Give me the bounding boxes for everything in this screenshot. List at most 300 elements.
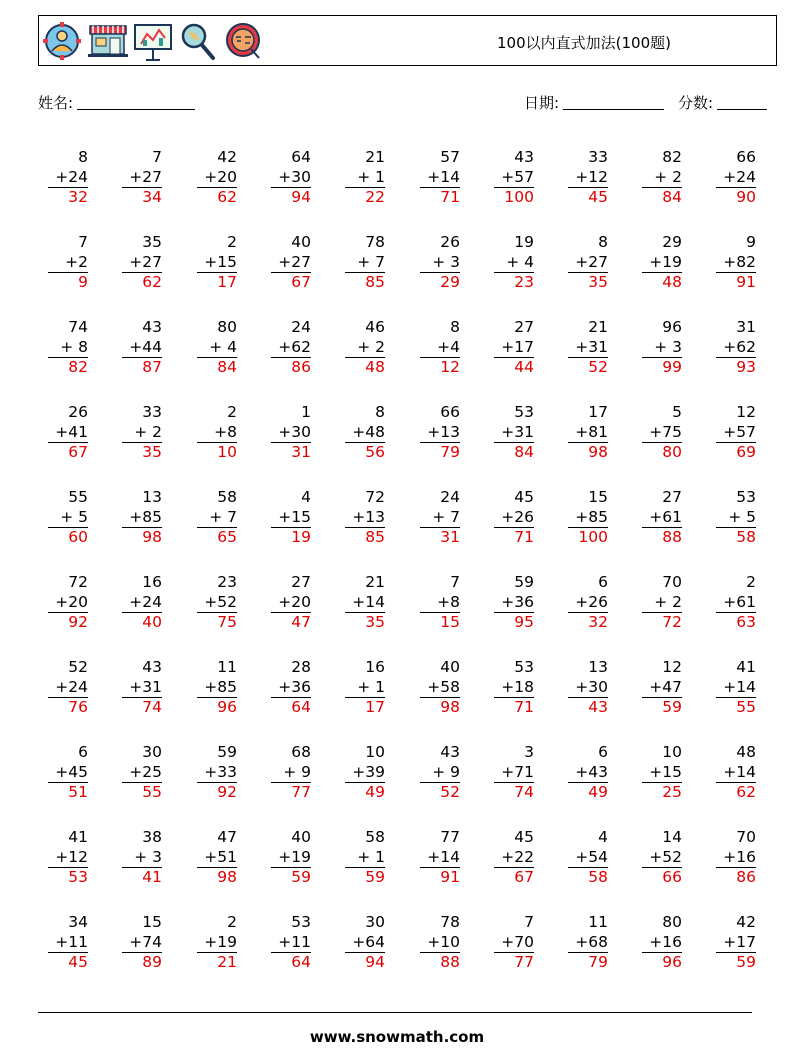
addend-top: 78 [365, 233, 385, 251]
addition-problem [271, 913, 311, 973]
addend-bottom: +12 [568, 168, 608, 189]
answer-sum: 64 [291, 953, 311, 971]
addend-bottom: + 2 [345, 338, 385, 359]
addend-bottom: +15 [642, 763, 682, 784]
addition-problem [345, 318, 385, 378]
addition-problem [271, 403, 311, 463]
addend-bottom: +14 [420, 168, 460, 189]
answer-sum: 92 [68, 613, 88, 631]
answer-sum: 35 [142, 443, 162, 461]
addition-problem [716, 573, 756, 633]
addend-top: 48 [736, 743, 756, 761]
addition-problem [568, 233, 608, 293]
addend-bottom: +19 [271, 848, 311, 869]
addend-top: 13 [142, 488, 162, 506]
addend-bottom: +85 [568, 508, 608, 529]
addend-top: 45 [514, 488, 534, 506]
addend-top: 43 [514, 148, 534, 166]
answer-sum: 35 [588, 273, 608, 291]
addition-problem [271, 318, 311, 378]
addition-problem [197, 148, 237, 208]
addition-problem [122, 658, 162, 718]
addend-top: 41 [68, 828, 88, 846]
addend-top: 74 [68, 318, 88, 336]
addend-bottom: + 1 [345, 678, 385, 699]
addition-problem [197, 743, 237, 803]
answer-sum: 62 [736, 783, 756, 801]
answer-sum: 94 [291, 188, 311, 206]
addend-bottom: +71 [494, 763, 534, 784]
addition-problem [420, 233, 460, 293]
addition-problem [271, 148, 311, 208]
addend-bottom: +24 [716, 168, 756, 189]
addend-bottom: + 8 [48, 338, 88, 359]
answer-sum: 85 [365, 528, 385, 546]
addition-problem [122, 233, 162, 293]
addend-bottom: +22 [494, 848, 534, 869]
addition-problem [48, 148, 88, 208]
no-signal-badge-icon [225, 22, 263, 60]
addend-bottom: +27 [122, 168, 162, 189]
date-label: 日期: [524, 94, 560, 112]
addition-problem [345, 743, 385, 803]
answer-sum: 45 [68, 953, 88, 971]
answer-sum: 59 [736, 953, 756, 971]
addend-bottom: +24 [122, 593, 162, 614]
answer-sum: 98 [588, 443, 608, 461]
addition-problem [48, 233, 88, 293]
addend-bottom: +13 [345, 508, 385, 529]
addition-problem [716, 658, 756, 718]
addend-bottom: +4 [420, 338, 460, 359]
addend-top: 27 [662, 488, 682, 506]
addend-bottom: + 3 [122, 848, 162, 869]
answer-sum: 65 [217, 528, 237, 546]
addend-top: 13 [588, 658, 608, 676]
addend-top: 80 [662, 913, 682, 931]
problem-row [38, 828, 778, 908]
answer-sum: 52 [440, 783, 460, 801]
answer-sum: 21 [217, 953, 237, 971]
storefront-icon [87, 22, 129, 60]
addend-top: 12 [736, 403, 756, 421]
addend-bottom: +54 [568, 848, 608, 869]
addition-problem [568, 828, 608, 888]
addition-problem [420, 828, 460, 888]
addend-bottom: + 7 [197, 508, 237, 529]
addend-top: 68 [291, 743, 311, 761]
presentation-board-icon [133, 22, 173, 62]
addend-top: 14 [662, 828, 682, 846]
addend-top: 8 [598, 233, 608, 251]
addend-top: 4 [598, 828, 608, 846]
addend-bottom: +16 [642, 933, 682, 954]
addend-top: 43 [142, 658, 162, 676]
addition-problem [716, 148, 756, 208]
addition-problem [494, 403, 534, 463]
addend-bottom: +25 [122, 763, 162, 784]
addition-problem [642, 828, 682, 888]
addition-problem [122, 743, 162, 803]
addend-top: 10 [662, 743, 682, 761]
answer-sum: 23 [514, 273, 534, 291]
addend-bottom: + 1 [345, 168, 385, 189]
answer-sum: 59 [365, 868, 385, 886]
addition-problem [345, 828, 385, 888]
answer-sum: 98 [142, 528, 162, 546]
addend-bottom: +15 [197, 253, 237, 274]
addition-problem [642, 913, 682, 973]
answer-sum: 91 [440, 868, 460, 886]
answer-sum: 49 [365, 783, 385, 801]
addition-problem [568, 658, 608, 718]
answer-sum: 79 [588, 953, 608, 971]
addition-problem [48, 828, 88, 888]
addend-top: 53 [736, 488, 756, 506]
addition-problem [568, 573, 608, 633]
addition-problem [197, 318, 237, 378]
addend-top: 1 [301, 403, 311, 421]
addition-problem [642, 148, 682, 208]
addend-bottom: +62 [271, 338, 311, 359]
addend-top: 30 [365, 913, 385, 931]
addend-bottom: +17 [716, 933, 756, 954]
addend-bottom: +58 [420, 678, 460, 699]
problem-row [38, 488, 778, 568]
answer-sum: 53 [68, 868, 88, 886]
addition-problem [345, 148, 385, 208]
addend-bottom: + 3 [642, 338, 682, 359]
addition-problem [420, 658, 460, 718]
addend-top: 5 [672, 403, 682, 421]
addend-bottom: +20 [48, 593, 88, 614]
addend-top: 53 [514, 403, 534, 421]
date-blank[interactable] [563, 95, 664, 110]
addition-problem [345, 658, 385, 718]
addend-top: 9 [746, 233, 756, 251]
answer-sum: 63 [736, 613, 756, 631]
addend-top: 27 [291, 573, 311, 591]
addend-bottom: + 2 [642, 593, 682, 614]
addition-problem [197, 913, 237, 973]
addend-bottom: +14 [345, 593, 385, 614]
addend-bottom: +31 [568, 338, 608, 359]
addition-problem [122, 148, 162, 208]
addend-bottom: +16 [716, 848, 756, 869]
answer-sum: 51 [68, 783, 88, 801]
addition-problem [494, 233, 534, 293]
addend-top: 45 [514, 828, 534, 846]
answer-sum: 77 [514, 953, 534, 971]
answer-sum: 59 [291, 868, 311, 886]
answer-sum: 15 [440, 613, 460, 631]
addend-top: 6 [598, 573, 608, 591]
addend-bottom: +30 [271, 423, 311, 444]
addend-bottom: +64 [345, 933, 385, 954]
addend-top: 82 [662, 148, 682, 166]
addend-top: 33 [142, 403, 162, 421]
problem-row [38, 573, 778, 653]
addition-problem [494, 148, 534, 208]
answer-sum: 87 [142, 358, 162, 376]
addition-problem [494, 828, 534, 888]
addend-bottom: +11 [271, 933, 311, 954]
footer-site: www.snowmath.com [309, 1028, 485, 1046]
addition-problem [642, 318, 682, 378]
answer-sum: 34 [142, 188, 162, 206]
addend-top: 42 [736, 913, 756, 931]
answer-sum: 40 [142, 613, 162, 631]
addend-bottom: +48 [345, 423, 385, 444]
answer-sum: 52 [588, 358, 608, 376]
addition-problem [48, 743, 88, 803]
answer-sum: 55 [736, 698, 756, 716]
addend-bottom: +52 [642, 848, 682, 869]
addend-top: 8 [375, 403, 385, 421]
addend-bottom: +19 [197, 933, 237, 954]
addition-problem [568, 148, 608, 208]
answer-sum: 41 [142, 868, 162, 886]
addition-problem [716, 233, 756, 293]
addend-top: 57 [440, 148, 460, 166]
addend-top: 29 [662, 233, 682, 251]
addend-bottom: +85 [122, 508, 162, 529]
problem-row [38, 148, 778, 228]
addend-top: 2 [746, 573, 756, 591]
answer-sum: 84 [217, 358, 237, 376]
addend-top: 33 [588, 148, 608, 166]
addend-top: 31 [736, 318, 756, 336]
addend-top: 55 [68, 488, 88, 506]
addition-problem [197, 658, 237, 718]
addition-problem [345, 403, 385, 463]
addend-top: 2 [227, 913, 237, 931]
answer-sum: 55 [142, 783, 162, 801]
addend-bottom: +47 [642, 678, 682, 699]
addition-problem [642, 488, 682, 548]
addition-problem [642, 658, 682, 718]
addend-top: 66 [440, 403, 460, 421]
addend-top: 47 [217, 828, 237, 846]
addition-problem [48, 318, 88, 378]
answer-sum: 76 [68, 698, 88, 716]
problem-row [38, 913, 778, 993]
addend-top: 4 [301, 488, 311, 506]
answer-sum: 82 [68, 358, 88, 376]
answer-sum: 74 [514, 783, 534, 801]
person-target-icon [43, 22, 81, 60]
problem-row [38, 233, 778, 313]
addend-top: 8 [78, 148, 88, 166]
addend-bottom: +24 [48, 678, 88, 699]
addend-top: 3 [524, 743, 534, 761]
addend-top: 42 [217, 148, 237, 166]
answer-sum: 32 [588, 613, 608, 631]
addend-top: 17 [588, 403, 608, 421]
addend-top: 70 [736, 828, 756, 846]
addend-top: 66 [736, 148, 756, 166]
answer-sum: 91 [736, 273, 756, 291]
addend-bottom: +74 [122, 933, 162, 954]
addition-problem [494, 658, 534, 718]
addend-top: 16 [142, 573, 162, 591]
addend-top: 78 [440, 913, 460, 931]
addend-top: 38 [142, 828, 162, 846]
answer-sum: 45 [588, 188, 608, 206]
answer-sum: 9 [78, 273, 88, 291]
addend-top: 15 [588, 488, 608, 506]
answer-sum: 85 [365, 273, 385, 291]
addend-bottom: +82 [716, 253, 756, 274]
addend-top: 24 [440, 488, 460, 506]
addition-problem [568, 403, 608, 463]
answer-sum: 58 [736, 528, 756, 546]
addition-problem [345, 913, 385, 973]
addition-problem [48, 403, 88, 463]
answer-sum: 69 [736, 443, 756, 461]
addend-top: 15 [142, 913, 162, 931]
answer-sum: 64 [291, 698, 311, 716]
addend-bottom: +27 [271, 253, 311, 274]
addition-problem [568, 488, 608, 548]
addend-top: 21 [365, 573, 385, 591]
answer-sum: 66 [662, 868, 682, 886]
addend-bottom: +45 [48, 763, 88, 784]
addend-top: 59 [217, 743, 237, 761]
answer-sum: 71 [514, 698, 534, 716]
answer-sum: 99 [662, 358, 682, 376]
addend-top: 96 [662, 318, 682, 336]
answer-sum: 59 [662, 698, 682, 716]
addend-bottom: +57 [494, 168, 534, 189]
answer-sum: 98 [217, 868, 237, 886]
addend-bottom: + 7 [345, 253, 385, 274]
answer-sum: 86 [736, 868, 756, 886]
addend-top: 12 [662, 658, 682, 676]
addend-top: 43 [142, 318, 162, 336]
answer-sum: 35 [365, 613, 385, 631]
answer-sum: 93 [736, 358, 756, 376]
name-blank[interactable] [77, 95, 195, 110]
addition-problem [420, 573, 460, 633]
addend-top: 2 [227, 233, 237, 251]
addition-problem [345, 233, 385, 293]
addend-bottom: +43 [568, 763, 608, 784]
addition-problem [197, 488, 237, 548]
addend-bottom: + 7 [420, 508, 460, 529]
addition-problem [197, 403, 237, 463]
addition-problem [494, 318, 534, 378]
answer-sum: 96 [662, 953, 682, 971]
addend-bottom: +31 [122, 678, 162, 699]
answer-sum: 25 [662, 783, 682, 801]
addend-bottom: +24 [48, 168, 88, 189]
addition-problem [420, 403, 460, 463]
addition-problem [716, 403, 756, 463]
addend-top: 8 [450, 318, 460, 336]
addition-problem [420, 318, 460, 378]
date-field [524, 92, 664, 113]
addend-top: 72 [365, 488, 385, 506]
addend-bottom: +57 [716, 423, 756, 444]
addend-bottom: +20 [271, 593, 311, 614]
addend-bottom: +41 [48, 423, 88, 444]
addition-problem [716, 318, 756, 378]
addition-problem [122, 488, 162, 548]
answer-sum: 32 [68, 188, 88, 206]
addend-top: 41 [736, 658, 756, 676]
problem-row [38, 658, 778, 738]
header-box [38, 15, 777, 66]
addition-problem [271, 233, 311, 293]
addition-problem [122, 318, 162, 378]
addend-bottom: +11 [48, 933, 88, 954]
addend-bottom: +52 [197, 593, 237, 614]
addend-top: 53 [291, 913, 311, 931]
addend-bottom: +61 [642, 508, 682, 529]
addend-bottom: +81 [568, 423, 608, 444]
addend-bottom: + 4 [197, 338, 237, 359]
addition-problem [494, 573, 534, 633]
addend-bottom: +70 [494, 933, 534, 954]
score-blank[interactable] [717, 95, 767, 110]
addend-top: 53 [514, 658, 534, 676]
answer-sum: 88 [440, 953, 460, 971]
answer-sum: 79 [440, 443, 460, 461]
addend-top: 10 [365, 743, 385, 761]
answer-sum: 60 [68, 528, 88, 546]
answer-sum: 80 [662, 443, 682, 461]
addend-top: 19 [514, 233, 534, 251]
answer-sum: 22 [365, 188, 385, 206]
name-field [38, 92, 195, 113]
addend-top: 46 [365, 318, 385, 336]
answer-sum: 31 [291, 443, 311, 461]
addition-problem [716, 828, 756, 888]
answer-sum: 12 [440, 358, 460, 376]
addend-top: 7 [524, 913, 534, 931]
addend-bottom: + 2 [122, 423, 162, 444]
addition-problem [345, 488, 385, 548]
addend-top: 30 [142, 743, 162, 761]
addend-bottom: +62 [716, 338, 756, 359]
addend-bottom: + 1 [345, 848, 385, 869]
addend-top: 34 [68, 913, 88, 931]
addend-bottom: + 3 [420, 253, 460, 274]
addend-bottom: + 9 [271, 763, 311, 784]
answer-sum: 48 [365, 358, 385, 376]
addend-bottom: +18 [494, 678, 534, 699]
addend-bottom: +36 [494, 593, 534, 614]
answer-sum: 10 [217, 443, 237, 461]
answer-sum: 72 [662, 613, 682, 631]
addend-top: 21 [588, 318, 608, 336]
addend-top: 7 [78, 233, 88, 251]
answer-sum: 67 [68, 443, 88, 461]
addend-bottom: +27 [568, 253, 608, 274]
addition-problem [271, 743, 311, 803]
name-label: 姓名: [38, 94, 74, 112]
answer-sum: 31 [440, 528, 460, 546]
answer-sum: 62 [142, 273, 162, 291]
answer-sum: 90 [736, 188, 756, 206]
answer-sum: 67 [291, 273, 311, 291]
addend-bottom: +20 [197, 168, 237, 189]
addend-top: 21 [365, 148, 385, 166]
addition-problem [568, 913, 608, 973]
addend-bottom: + 4 [494, 253, 534, 274]
addend-top: 72 [68, 573, 88, 591]
